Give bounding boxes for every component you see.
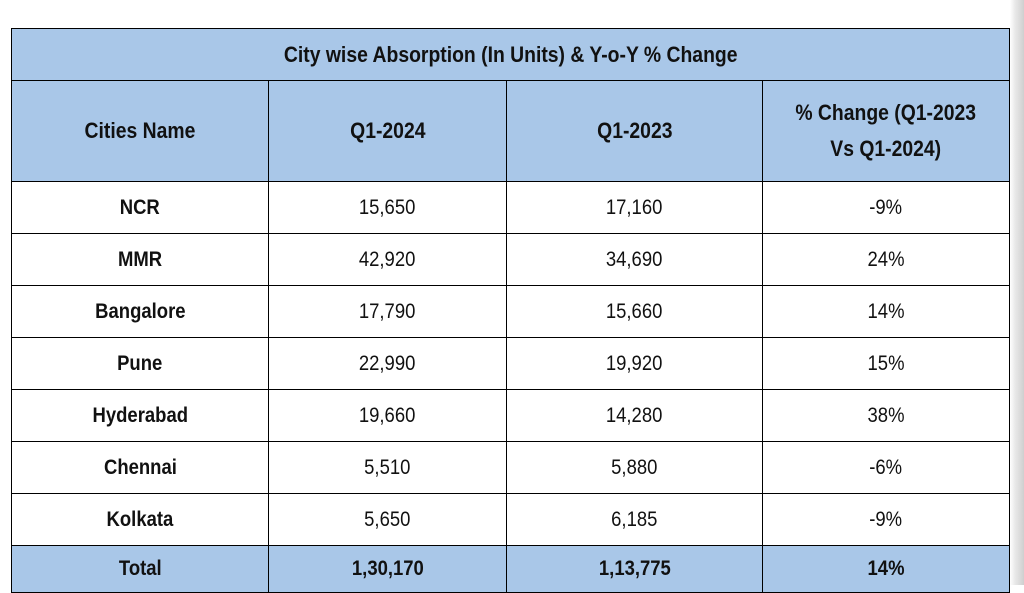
table-title-row — [12, 29, 1010, 81]
table-row — [12, 338, 1010, 390]
q1-2024-cell: 15,650 — [269, 182, 507, 234]
change-cell: 15% — [763, 338, 1010, 390]
table-row — [12, 494, 1010, 546]
header-percent-change — [763, 81, 1010, 182]
total-q1-2023-cell: 1,13,775 — [507, 546, 763, 593]
city-cell: Chennai — [12, 442, 269, 494]
table-row — [12, 182, 1010, 234]
city-cell: Pune — [12, 338, 269, 390]
total-label-cell: Total — [12, 546, 269, 593]
q1-2023-cell: 15,660 — [507, 286, 763, 338]
city-cell: Bangalore — [12, 286, 269, 338]
q1-2023-cell: 5,880 — [507, 442, 763, 494]
city-cell: Hyderabad — [12, 390, 269, 442]
table-title: City wise Absorption (In Units) & Y-o-Y % Change — [283, 41, 738, 67]
city-cell: Kolkata — [12, 494, 269, 546]
header-cities-name: Cities Name — [12, 81, 269, 182]
change-cell: 38% — [763, 390, 1010, 442]
change-cell: 24% — [763, 234, 1010, 286]
q1-2024-cell: 42,920 — [269, 234, 507, 286]
q1-2024-cell: 17,790 — [269, 286, 507, 338]
q1-2023-cell: 6,185 — [507, 494, 763, 546]
absorption-table — [11, 28, 1010, 593]
q1-2024-cell: 22,990 — [269, 338, 507, 390]
table-title-cell — [12, 29, 1010, 81]
q1-2024-cell: 5,510 — [269, 442, 507, 494]
table-total-row — [12, 546, 1010, 593]
city-cell: NCR — [12, 182, 269, 234]
q1-2023-cell: 17,160 — [507, 182, 763, 234]
change-cell: -6% — [763, 442, 1010, 494]
right-edge-shadow — [1010, 0, 1024, 585]
header-percent-change-label — [796, 95, 977, 167]
table-row — [12, 442, 1010, 494]
header-q1-2023: Q1-2023 — [507, 81, 763, 182]
q1-2023-cell: 14,280 — [507, 390, 763, 442]
q1-2024-cell: 19,660 — [269, 390, 507, 442]
q1-2023-cell: 19,920 — [507, 338, 763, 390]
header-percent-change-line2: Vs Q1-2024) — [830, 136, 942, 161]
table-row — [12, 234, 1010, 286]
change-cell: -9% — [763, 182, 1010, 234]
city-cell: MMR — [12, 234, 269, 286]
header-percent-change-line1: % Change (Q1-2023 — [795, 100, 977, 125]
table-row — [12, 390, 1010, 442]
change-cell: 14% — [763, 286, 1010, 338]
table-header-row — [12, 81, 1010, 182]
total-change-cell: 14% — [763, 546, 1010, 593]
q1-2023-cell: 34,690 — [507, 234, 763, 286]
total-q1-2024-cell: 1,30,170 — [269, 546, 507, 593]
change-cell: -9% — [763, 494, 1010, 546]
header-q1-2024: Q1-2024 — [269, 81, 507, 182]
q1-2024-cell: 5,650 — [269, 494, 507, 546]
table-row — [12, 286, 1010, 338]
